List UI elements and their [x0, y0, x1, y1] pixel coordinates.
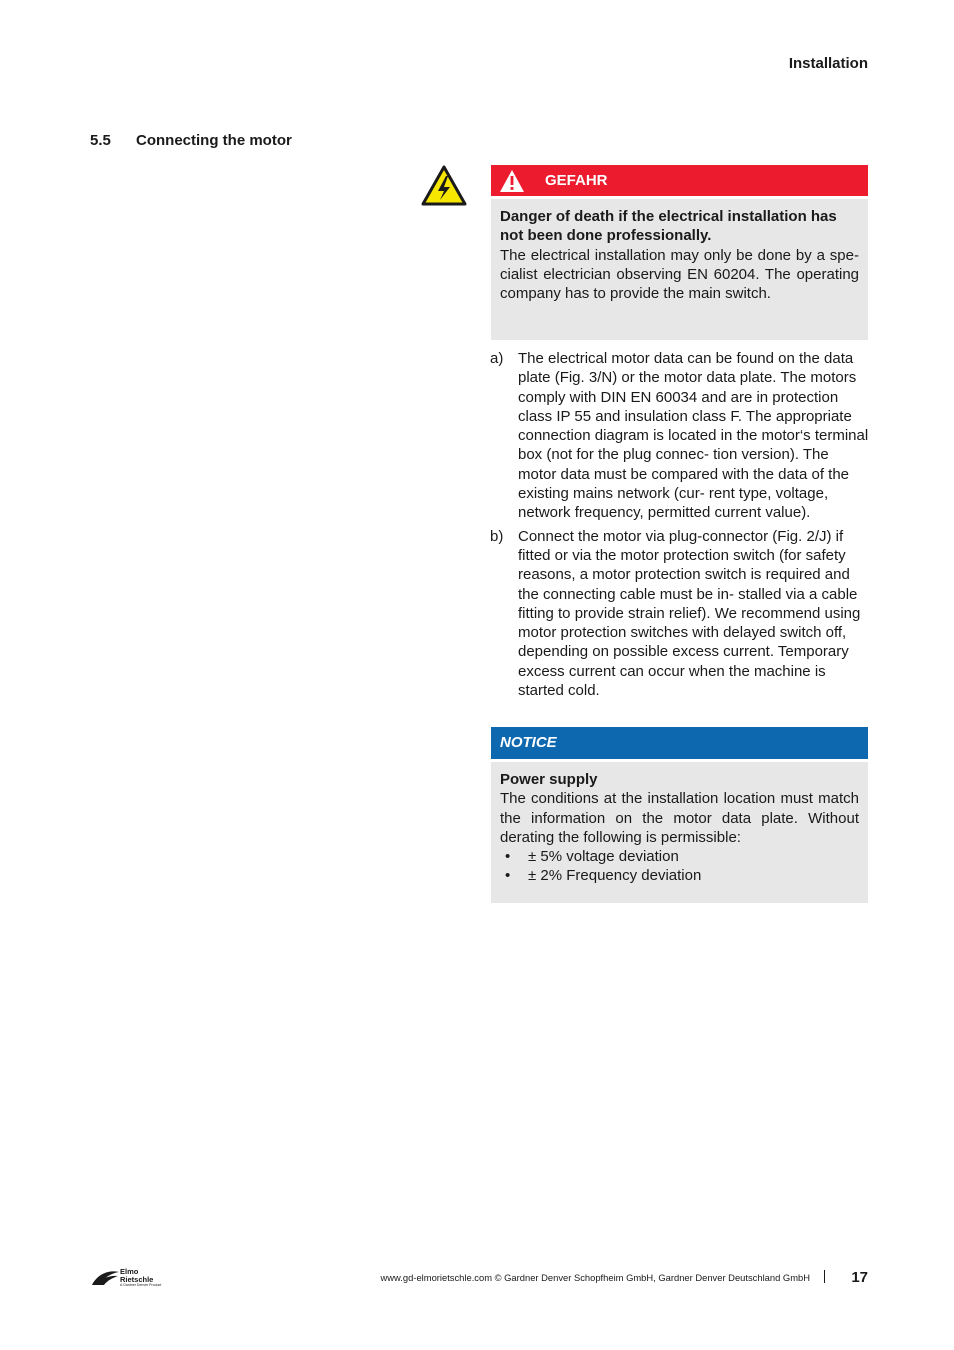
logo-tagline: A Gardner Denver Product	[120, 1283, 162, 1287]
bullet-text: ± 2% Frequency deviation	[528, 867, 702, 885]
danger-text: The electrical installation may only be done by a spe- cialist electrician observing EN 60204. The operating company has to provide the main switch.	[500, 246, 859, 303]
bullet-icon: •	[505, 867, 511, 885]
footer-text	[381, 1272, 810, 1283]
section-title: Connecting the motor	[136, 132, 292, 149]
list-item	[490, 349, 870, 523]
list-item-text: The electrical motor data can be found on the data plate (Fig. 3/N) or the motor data plate. The motors comply with DIN EN 60034 and are in protection class IP 55 and insulation class F. The appropriate connection diagram is located in the motor‘s terminal box (not for the plug connec- tion version). The motor data must be compared with the data of the existing mains network (cur- rent type, voltage, network frequency, permitted current value).	[518, 350, 869, 522]
section-heading	[90, 132, 292, 149]
list-marker: a)	[490, 350, 504, 367]
section-number: 5.5	[90, 132, 111, 149]
running-header: Installation	[788, 55, 868, 72]
website-link[interactable]: www.gd-elmorietschle.com	[380, 1272, 493, 1283]
list-item-text: Connect the motor via plug-connector (Fig. 2/J) if fitted or via the motor protection switch (for safety reasons, a motor protection switch is required and the connecting cable must be in- stalled via a cable fitting to provide strain relief). We recommend using motor protection switches with delayed switch off, depending on possible excess current. Temporary excess current can occur when the machine is started cold.	[518, 527, 861, 700]
page-number: 17	[851, 1269, 868, 1286]
footer-divider	[824, 1270, 825, 1283]
bullet-text: ± 5% voltage deviation	[528, 848, 679, 866]
high-voltage-warning-icon	[421, 165, 467, 206]
danger-body	[491, 199, 868, 340]
instruction-list	[490, 349, 870, 704]
logo-line2: Rietschle	[120, 1274, 154, 1284]
logo-line1: Elmo	[120, 1267, 139, 1276]
notice-body	[491, 762, 868, 903]
notice-text: The conditions at the installation location must match the information on the motor data plate. Without derating the following is permissible:	[500, 790, 859, 846]
copyright: © Gardner Denver Schopfheim GmbH, Gardner Denver Deutschland GmbH	[492, 1272, 810, 1283]
danger-label: GEFAHR	[545, 172, 608, 189]
list-marker: b)	[490, 527, 504, 545]
notice-header	[491, 727, 868, 759]
company-logo	[90, 1266, 170, 1290]
danger-header	[491, 165, 868, 196]
notice-heading: Power supply	[500, 771, 598, 788]
swoosh-logo-icon	[90, 1269, 120, 1287]
bullet-icon: •	[505, 848, 511, 866]
danger-heading: Danger of death if the electrical installation has not been done professionally.	[500, 208, 837, 245]
notice-bullets	[500, 847, 859, 886]
warning-triangle-icon	[499, 169, 525, 193]
list-item	[500, 866, 859, 885]
list-item	[500, 847, 859, 866]
notice-label: NOTICE	[500, 734, 557, 751]
list-item	[490, 527, 870, 701]
